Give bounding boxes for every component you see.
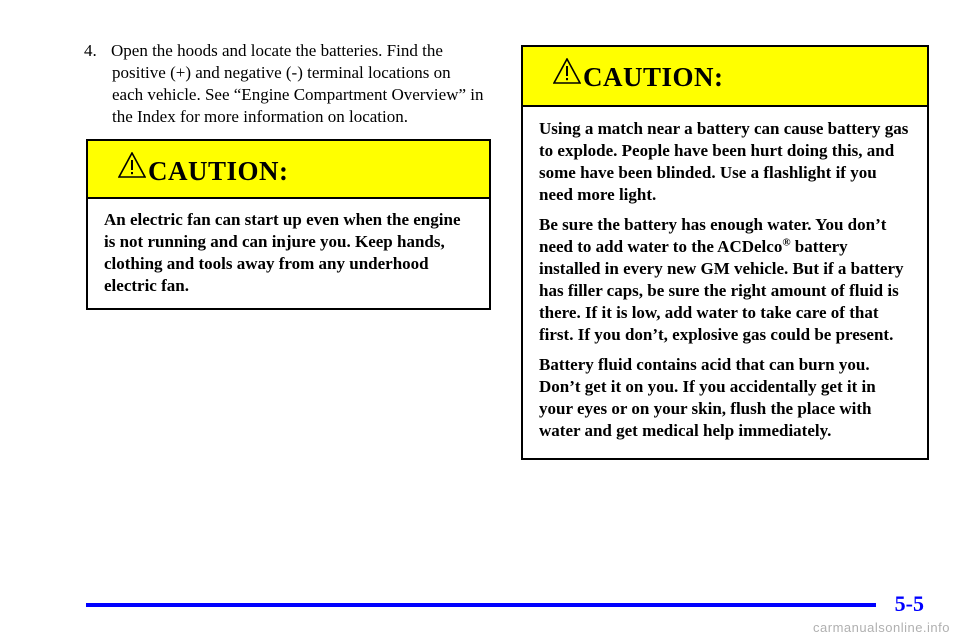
caution-box-battery	[521, 45, 929, 460]
caution-title: CAUTION:	[583, 62, 724, 92]
footer-rule	[86, 603, 876, 607]
warning-triangle-icon	[118, 152, 146, 178]
caution-header	[88, 141, 489, 199]
caution-paragraph-2-end: battery installed in every new GM vehicle. But if a battery has filler caps, be sure the right amount of fluid is there. If it is low, add water to take care of that first. If you don’t, explosive gas could be present.	[539, 237, 904, 344]
caution-box-fan	[86, 139, 491, 310]
step-number: 4.	[84, 41, 97, 60]
caution-paragraph-3: Battery fluid contains acid that can burn you. Don’t get it on you. If you accidentally get it in your eyes or on your skin, flush the place with water and get medical help immediately.	[539, 355, 876, 440]
caution-paragraph-1: Using a match near a battery can cause battery gas to explode. People have been hurt doing this, and some have been blinded. Use a flashlight if you need more light.	[539, 119, 909, 204]
step-4	[84, 40, 484, 128]
caution-paragraph-2-start: Be sure the battery has enough water. You don’t need to add water to the ACDelco	[539, 215, 887, 256]
caution-paragraph-2	[539, 214, 911, 346]
caution-title: CAUTION:	[148, 156, 289, 186]
caution-body	[88, 199, 489, 297]
page-number: 5-5	[894, 591, 924, 616]
caution-header	[523, 47, 927, 107]
step-text: Open the hoods and locate the batteries. Find the positive (+) and negative (-) terminal locations on each vehicle. See “Engine Compartment Overview” in the Index for more information on location.	[111, 41, 484, 126]
caution-body	[523, 107, 927, 442]
registered-mark: ®	[782, 236, 791, 249]
watermark: carmanualsonline.info	[813, 620, 950, 635]
caution-paragraph: An electric fan can start up even when the engine is not running and can injure you. Keep hands, clothing and tools away from any underhood electric fan.	[104, 210, 461, 295]
warning-triangle-icon	[553, 58, 581, 84]
